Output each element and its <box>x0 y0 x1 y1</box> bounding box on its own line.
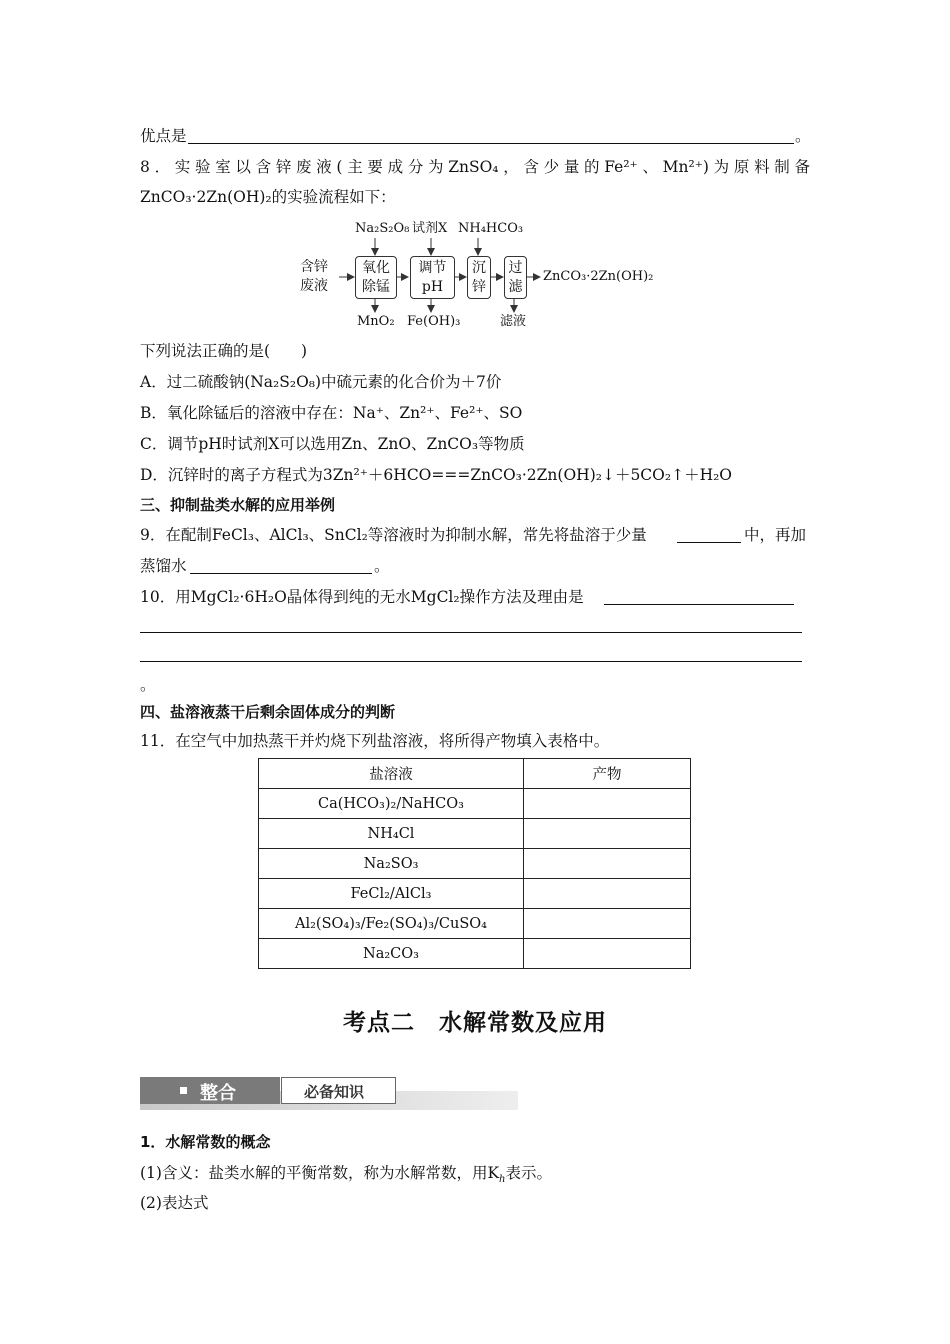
q9-line-2: 蒸馏水 <box>140 557 187 575</box>
section-3-title: 三、抑制盐类水解的应用举例 <box>140 496 336 514</box>
table-row <box>259 909 691 939</box>
table-header-row <box>259 759 691 789</box>
table-row <box>259 879 691 909</box>
q9-text-end: 。 <box>374 557 390 575</box>
q8-option-d[interactable]: D．沉锌时的离子方程式为3Zn²⁺＋6HCO===ZnCO₃·2Zn(OH)₂↓＋5CO₂↑＋H₂O <box>140 466 733 484</box>
product-cell[interactable] <box>524 939 691 969</box>
flow-step-adjust-ph: 调节 pH <box>410 256 455 299</box>
flow-product: ZnCO₃·2Zn(OH)₂ <box>543 269 654 284</box>
flow-start: 含锌 废液 <box>300 259 328 294</box>
q10-end: 。 <box>140 676 156 694</box>
q10-line-1: 10．用MgCl₂·6H₂O晶体得到纯的无水MgCl₂操作方法及理由是 <box>140 588 584 606</box>
answer-blank[interactable] <box>188 143 794 144</box>
q9-blank-1[interactable] <box>677 542 741 543</box>
salt-cell: Ca(HCO₃)₂/NaHCO₃ <box>259 789 524 819</box>
salt-table <box>258 758 691 969</box>
flow-output-2: Fe(OH)₃ <box>407 314 461 329</box>
meaning-subscript: h <box>499 1174 506 1186</box>
q9-text-a: 9．在配制FeCl₃、AlCl₃、SnCl₂等溶液时为抑制水解，常先将盐溶于少量 <box>140 526 647 544</box>
product-cell[interactable] <box>524 879 691 909</box>
meaning-text: (1)含义：盐类水解的平衡常数，称为水解常数，用K <box>140 1164 500 1182</box>
salt-cell: Al₂(SO₄)₃/Fe₂(SO₄)₃/CuSO₄ <box>259 909 524 939</box>
section-heading: 考点二 水解常数及应用 <box>343 1009 607 1036</box>
q9-text-b: 中，再加 <box>744 526 807 544</box>
q8-stem: 下列说法正确的是( ) <box>140 342 308 360</box>
flow-input-1: Na₂S₂O₈ <box>355 221 410 236</box>
table-row <box>259 789 691 819</box>
q8-line-1: 8．实验室以含锌废液(主要成分为ZnSO₄，含少量的Fe²⁺、Mn²⁺)为原料制备 <box>140 158 810 176</box>
q7-prefix: 优点是 <box>140 127 187 145</box>
flow-output-1: MnO₂ <box>357 314 395 329</box>
q8-line-2: ZnCO₃·2Zn(OH)₂的实验流程如下： <box>140 188 396 206</box>
meaning-end: 表示。 <box>505 1164 553 1182</box>
table-row <box>259 849 691 879</box>
flow-output-3: 滤液 <box>500 314 527 329</box>
flow-step-precipitate: 沉 锌 <box>467 256 491 299</box>
product-cell[interactable] <box>524 789 691 819</box>
header-salt: 盐溶液 <box>259 759 524 789</box>
product-cell[interactable] <box>524 819 691 849</box>
banner-dark-tab <box>140 1077 280 1104</box>
table-row <box>259 819 691 849</box>
square-bullet-icon <box>180 1087 187 1094</box>
salt-cell: Na₂SO₃ <box>259 849 524 879</box>
table-row <box>259 939 691 969</box>
q8-option-b[interactable]: B．氧化除锰后的溶液中存在：Na⁺、Zn²⁺、Fe²⁺、SO <box>140 404 523 422</box>
concept-title: 1．水解常数的概念 <box>140 1133 271 1151</box>
product-cell[interactable] <box>524 849 691 879</box>
concept-meaning <box>140 1162 810 1191</box>
q11-stem: 11．在空气中加热蒸干并灼烧下列盐溶液，将所得产物填入表格中。 <box>140 732 610 750</box>
banner-light-tab <box>281 1077 396 1104</box>
flow-step-oxidize: 氧化 除锰 <box>355 256 397 299</box>
header-product: 产物 <box>524 759 691 789</box>
q10-blank-2[interactable] <box>140 632 802 633</box>
salt-cell: Na₂CO₃ <box>259 939 524 969</box>
q8-option-c[interactable]: C．调节pH时试剂X可以选用Zn、ZnO、ZnCO₃等物质 <box>140 435 525 453</box>
q10-blank-1[interactable] <box>604 604 794 605</box>
product-cell[interactable] <box>524 909 691 939</box>
q10-blank-3[interactable] <box>140 661 802 662</box>
flow-step-filter: 过 滤 <box>504 256 527 299</box>
q8-option-a[interactable]: A．过二硫酸钠(Na₂S₂O₈)中硫元素的化合价为＋7价 <box>140 373 502 391</box>
flow-input-2: 试剂X <box>412 221 448 236</box>
salt-cell: NH₄Cl <box>259 819 524 849</box>
flow-input-3: NH₄HCO₃ <box>458 221 524 236</box>
banner-left-label: 整合 <box>200 1083 236 1104</box>
salt-cell: FeCl₂/AlCl₃ <box>259 879 524 909</box>
banner-right-label: 必备知识 <box>304 1083 365 1101</box>
section-4-title: 四、盐溶液蒸干后剩余固体成分的判断 <box>140 703 396 721</box>
section-banner <box>140 1077 518 1110</box>
q7-suffix: 。 <box>795 127 811 145</box>
concept-expression: (2)表达式 <box>140 1194 209 1212</box>
q9-blank-2[interactable] <box>190 573 372 574</box>
